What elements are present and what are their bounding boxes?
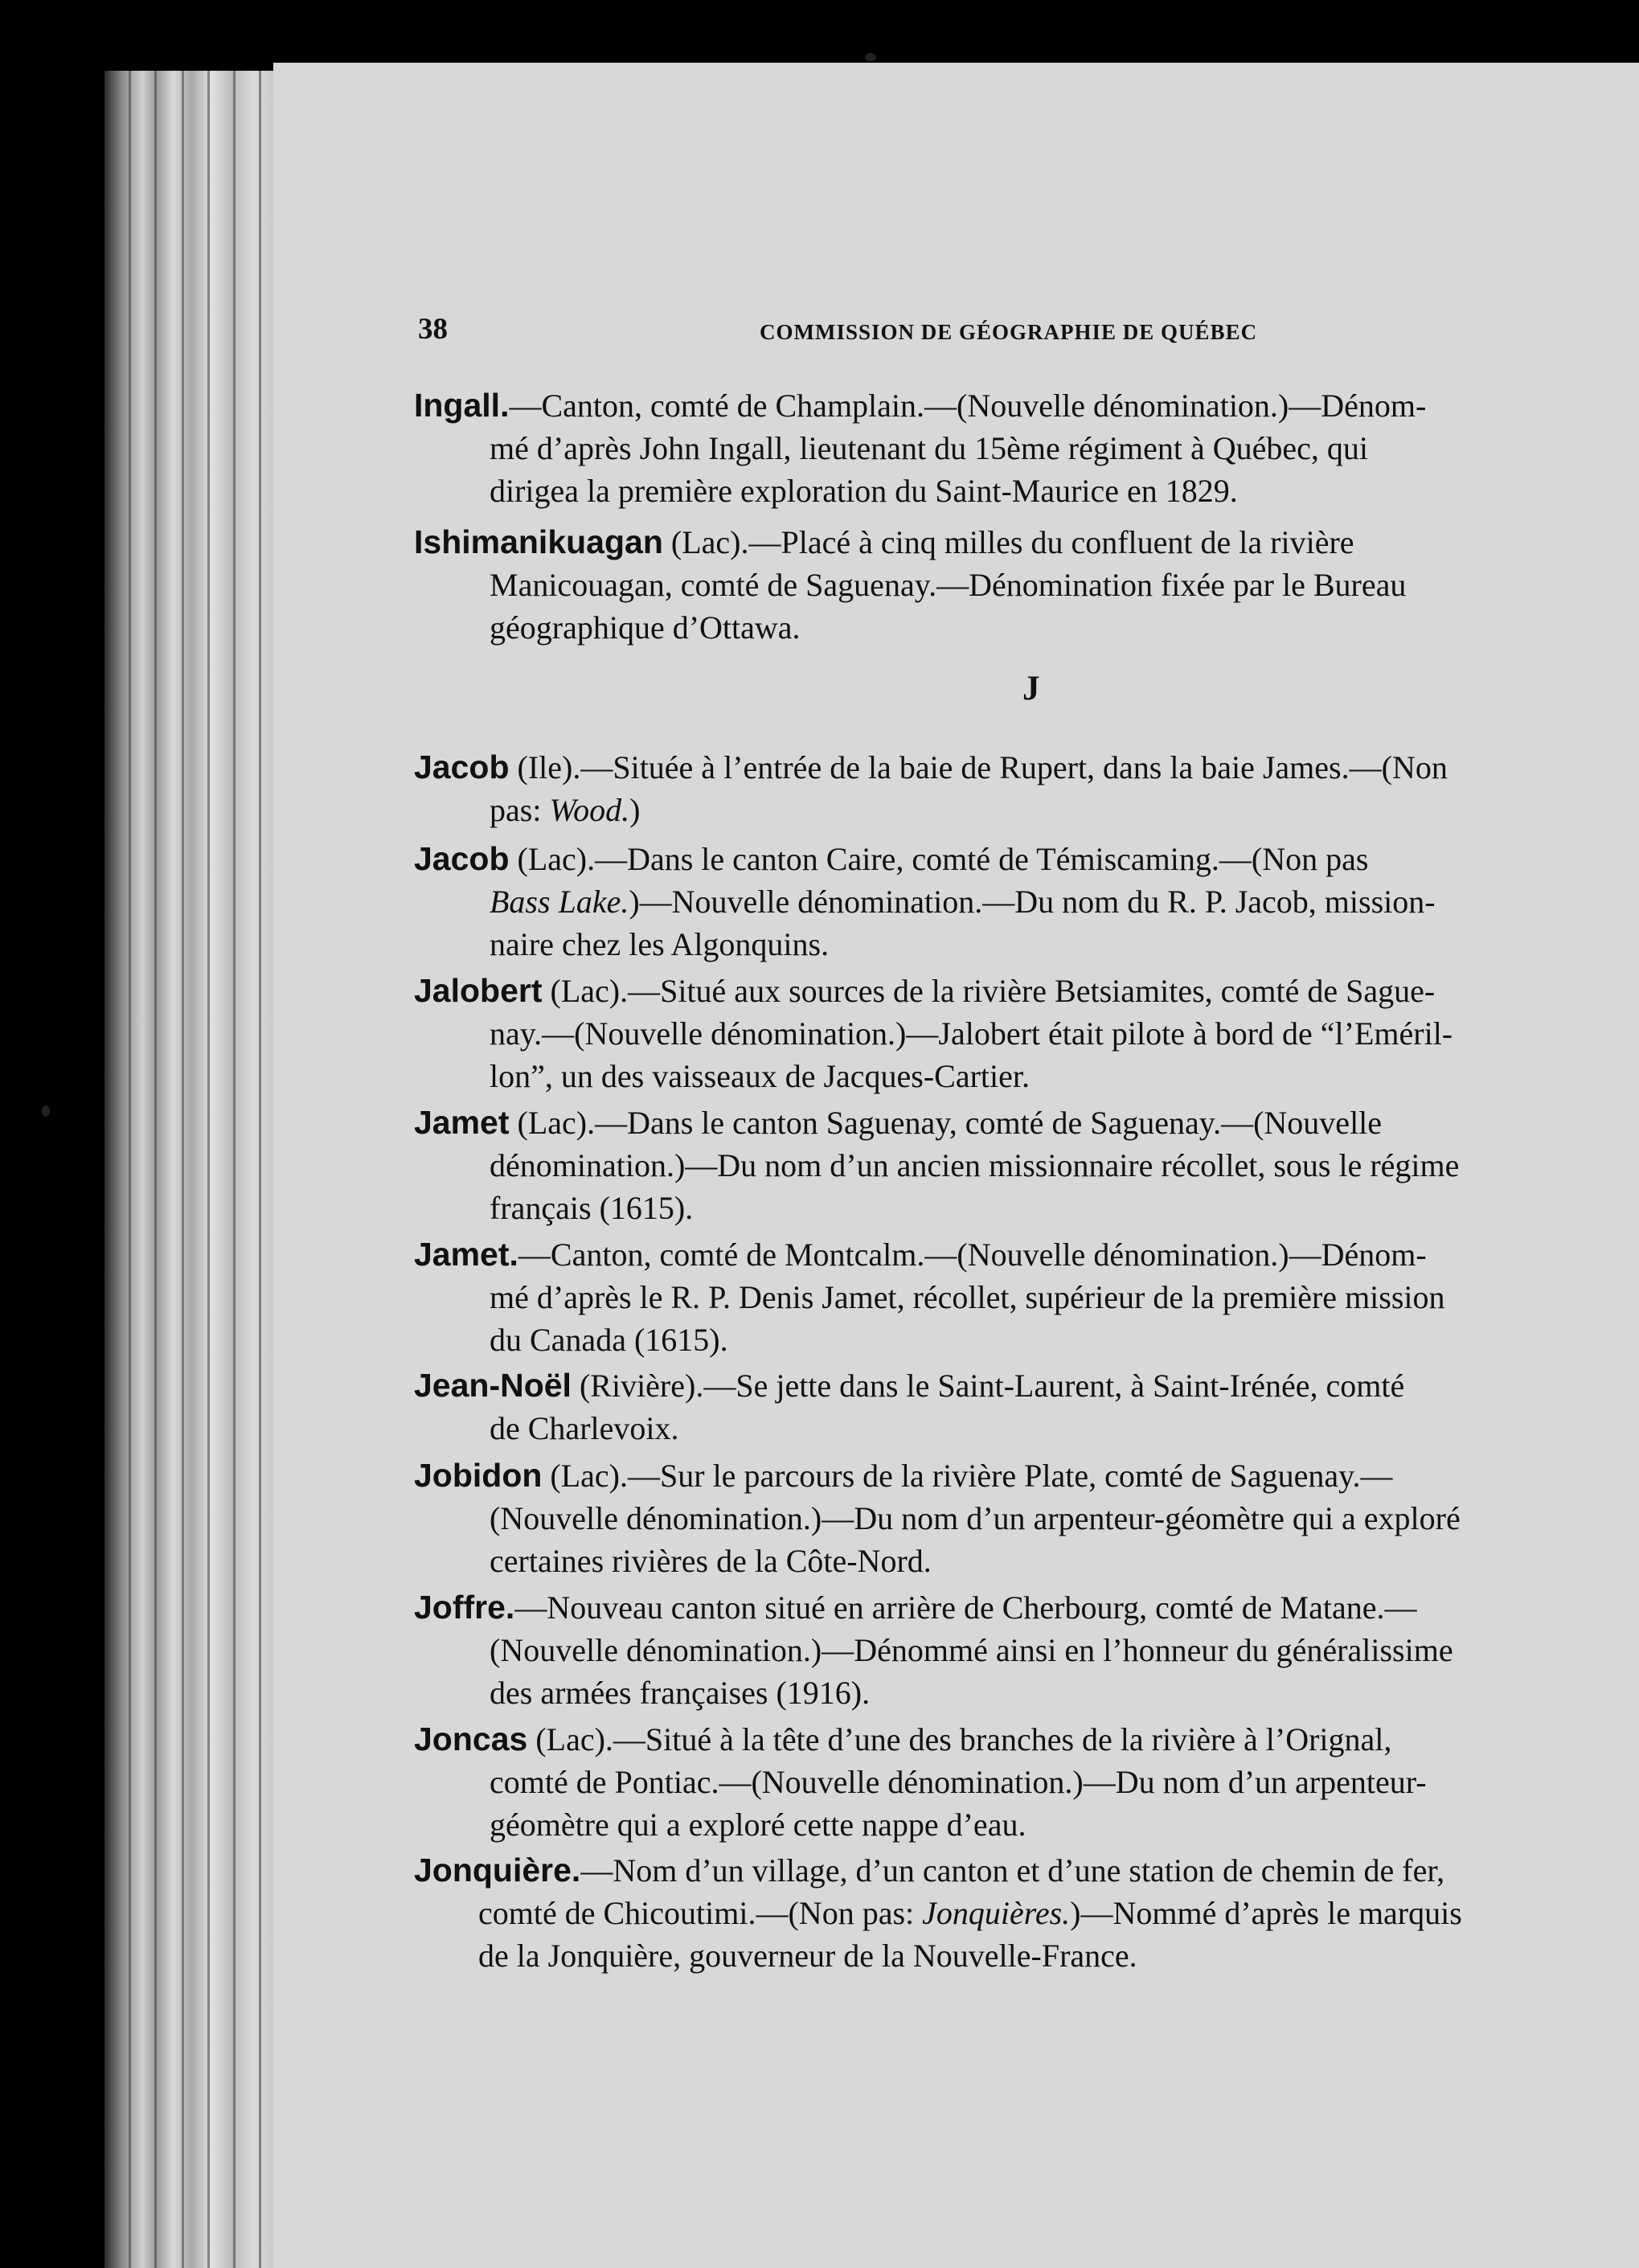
entry-ingall-line2 (490, 427, 1639, 470)
entry-jamet-lac-line2 (490, 1144, 1639, 1187)
entry-headword: Ingall. (414, 387, 510, 424)
entry-jacob-lac-line2 (490, 880, 1639, 923)
entry-jamet-canton (414, 1233, 1639, 1276)
entry-text: de Charlevoix. (490, 1410, 679, 1446)
entry-text: (Lac).—Dans le canton Saguenay, comté de Saguenay.—(Nouvelle (509, 1105, 1383, 1141)
entry-jacob-ile (414, 746, 1639, 789)
entry-text: géomètre qui a exploré cette nappe d’eau. (490, 1807, 1026, 1843)
scan-speck (865, 53, 876, 61)
entry-headword: Jacob (414, 840, 510, 877)
entry-joffre-line3 (490, 1671, 1639, 1714)
entry-ingall (414, 384, 1639, 427)
entry-joncas (414, 1718, 1639, 1761)
entry-text: (Nouvelle dénomination.)—Du nom d’un arpenteur-géomètre qui a exploré (490, 1500, 1461, 1536)
entry-jean-noel (414, 1364, 1639, 1407)
entry-headword: Jonquière. (414, 1852, 581, 1889)
entry-text: mé d’après le R. P. Denis Jamet, récollet, supérieur de la première mission (490, 1279, 1445, 1315)
entry-text: (Lac).—Sur le parcours de la rivière Plate, comté de Saguenay.— (542, 1458, 1393, 1494)
entry-text: (Rivière).—Se jette dans le Saint-Laurent, à Saint-Irénée, comté (571, 1368, 1405, 1404)
entry-jalobert (414, 970, 1639, 1012)
entry-ishimanikuagan-line2 (490, 564, 1639, 606)
entry-text: ) (629, 792, 641, 828)
entry-italic-text: Jonquières. (922, 1895, 1071, 1931)
entry-text: (Nouvelle dénomination.)—Dénommé ainsi en l’honneur du généralissime (490, 1632, 1453, 1668)
entry-text: (Lac).—Situé à la tête d’une des branches de la rivière à l’Orignal, (527, 1721, 1392, 1757)
entry-headword: Jobidon (414, 1457, 543, 1494)
entry-jonquiere-line3 (478, 1934, 1639, 1977)
entry-text: mé d’après John Ingall, lieutenant du 15ème régiment à Québec, qui (490, 430, 1368, 466)
book-page-edges (104, 71, 277, 2268)
entry-text: (Ile).—Située à l’entrée de la baie de Rupert, dans la baie James.—(Non (509, 749, 1448, 785)
entry-joffre (414, 1586, 1639, 1629)
entry-text: français (1615). (490, 1190, 694, 1226)
entry-ingall-line3 (490, 470, 1639, 512)
entry-ishimanikuagan-line3 (490, 606, 1639, 649)
entry-jean-noel-line2 (490, 1407, 1639, 1450)
entry-jalobert-line3 (490, 1055, 1639, 1097)
entry-jacob-lac (414, 838, 1639, 880)
entry-italic-text: Bass Lake. (490, 884, 629, 920)
entry-text: pas: (490, 792, 550, 828)
entry-text: nay.—(Nouvelle dénomination.)—Jalobert était pilote à bord de “l’Eméril- (490, 1015, 1453, 1052)
entry-jamet-canton-line2 (490, 1276, 1639, 1319)
entry-text: —Canton, comté de Champlain.—(Nouvelle dénomination.)—Dénom- (509, 388, 1427, 424)
entry-text: certaines rivières de la Côte-Nord. (490, 1543, 932, 1579)
entry-joncas-line2 (490, 1761, 1639, 1803)
page-number: 38 (418, 313, 448, 346)
entry-text: —Canton, comté de Montcalm.—(Nouvelle dénomination.)—Dénom- (518, 1237, 1427, 1273)
entry-text: —Nom d’un village, d’un canton et d’une station de chemin de fer, (580, 1852, 1445, 1889)
entry-text: (Lac).—Situé aux sources de la rivière Betsiamites, comté de Sague- (542, 973, 1436, 1009)
entry-joffre-line2 (490, 1629, 1639, 1671)
entry-jamet-lac-line3 (490, 1187, 1639, 1229)
entry-jamet-canton-line3 (490, 1319, 1639, 1361)
entry-text: des armées françaises (1916). (490, 1675, 871, 1711)
entry-jobidon-line3 (490, 1540, 1639, 1582)
scan-speck (42, 1105, 50, 1117)
entry-joncas-line3 (490, 1803, 1639, 1846)
entry-text: Manicouagan, comté de Saguenay.—Dénomination fixée par le Bureau (490, 567, 1407, 603)
entry-text: dénomination.)—Du nom d’un ancien missionnaire récollet, sous le régime (490, 1147, 1460, 1183)
entry-headword: Joncas (414, 1720, 528, 1757)
entry-jamet-lac (414, 1101, 1639, 1144)
entry-text: dirigea la première exploration du Saint-Maurice en 1829. (490, 473, 1238, 509)
entry-jonquiere (414, 1849, 1639, 1892)
entry-text: (Lac).—Placé à cinq milles du confluent de la rivière (662, 524, 1354, 560)
running-title: COMMISSION DE GÉOGRAPHIE DE QUÉBEC (760, 320, 1258, 344)
entry-jobidon (414, 1454, 1639, 1497)
entry-jonquiere-line2 (478, 1892, 1639, 1934)
entry-text: )—Nouvelle dénomination.—Du nom du R. P. Jacob, mission- (629, 884, 1436, 920)
entry-text: géographique d’Ottawa. (490, 609, 801, 646)
entry-headword: Jamet. (414, 1236, 518, 1273)
entry-jobidon-line2 (490, 1497, 1639, 1540)
entry-text: )—Nommé d’après le marquis (1070, 1895, 1462, 1931)
entry-headword: Jean-Noël (414, 1367, 572, 1404)
entry-text: comté de Chicoutimi.—(Non pas: (478, 1895, 923, 1931)
entry-text: comté de Pontiac.—(Nouvelle dénomination.)—Du nom d’un arpenteur- (490, 1764, 1427, 1800)
entry-text: lon”, un des vaisseaux de Jacques-Cartier. (490, 1058, 1031, 1094)
entry-text: (Lac).—Dans le canton Caire, comté de Témiscaming.—(Non pas (509, 841, 1369, 877)
entry-italic-text: Wood. (549, 792, 630, 828)
entry-text: de la Jonquière, gouverneur de la Nouvelle-France. (478, 1938, 1137, 1974)
entry-ishimanikuagan (414, 521, 1639, 564)
entry-text: —Nouveau canton situé en arrière de Cherbourg, comté de Matane.— (514, 1589, 1417, 1626)
page-header (418, 312, 1639, 360)
entry-jacob-lac-line3 (490, 923, 1639, 966)
entry-headword: Jacob (414, 748, 510, 785)
entry-jalobert-line2 (490, 1012, 1639, 1055)
entry-headword: Joffre. (414, 1589, 515, 1626)
entry-text: du Canada (1615). (490, 1322, 728, 1358)
entry-text: naire chez les Algonquins. (490, 926, 830, 962)
entry-headword: Jamet (414, 1104, 510, 1141)
entry-headword: Ishimanikuagan (414, 523, 663, 560)
entry-jacob-ile-line2 (490, 789, 1639, 831)
entry-headword: Jalobert (414, 972, 543, 1009)
section-letter: J (1022, 670, 1040, 707)
